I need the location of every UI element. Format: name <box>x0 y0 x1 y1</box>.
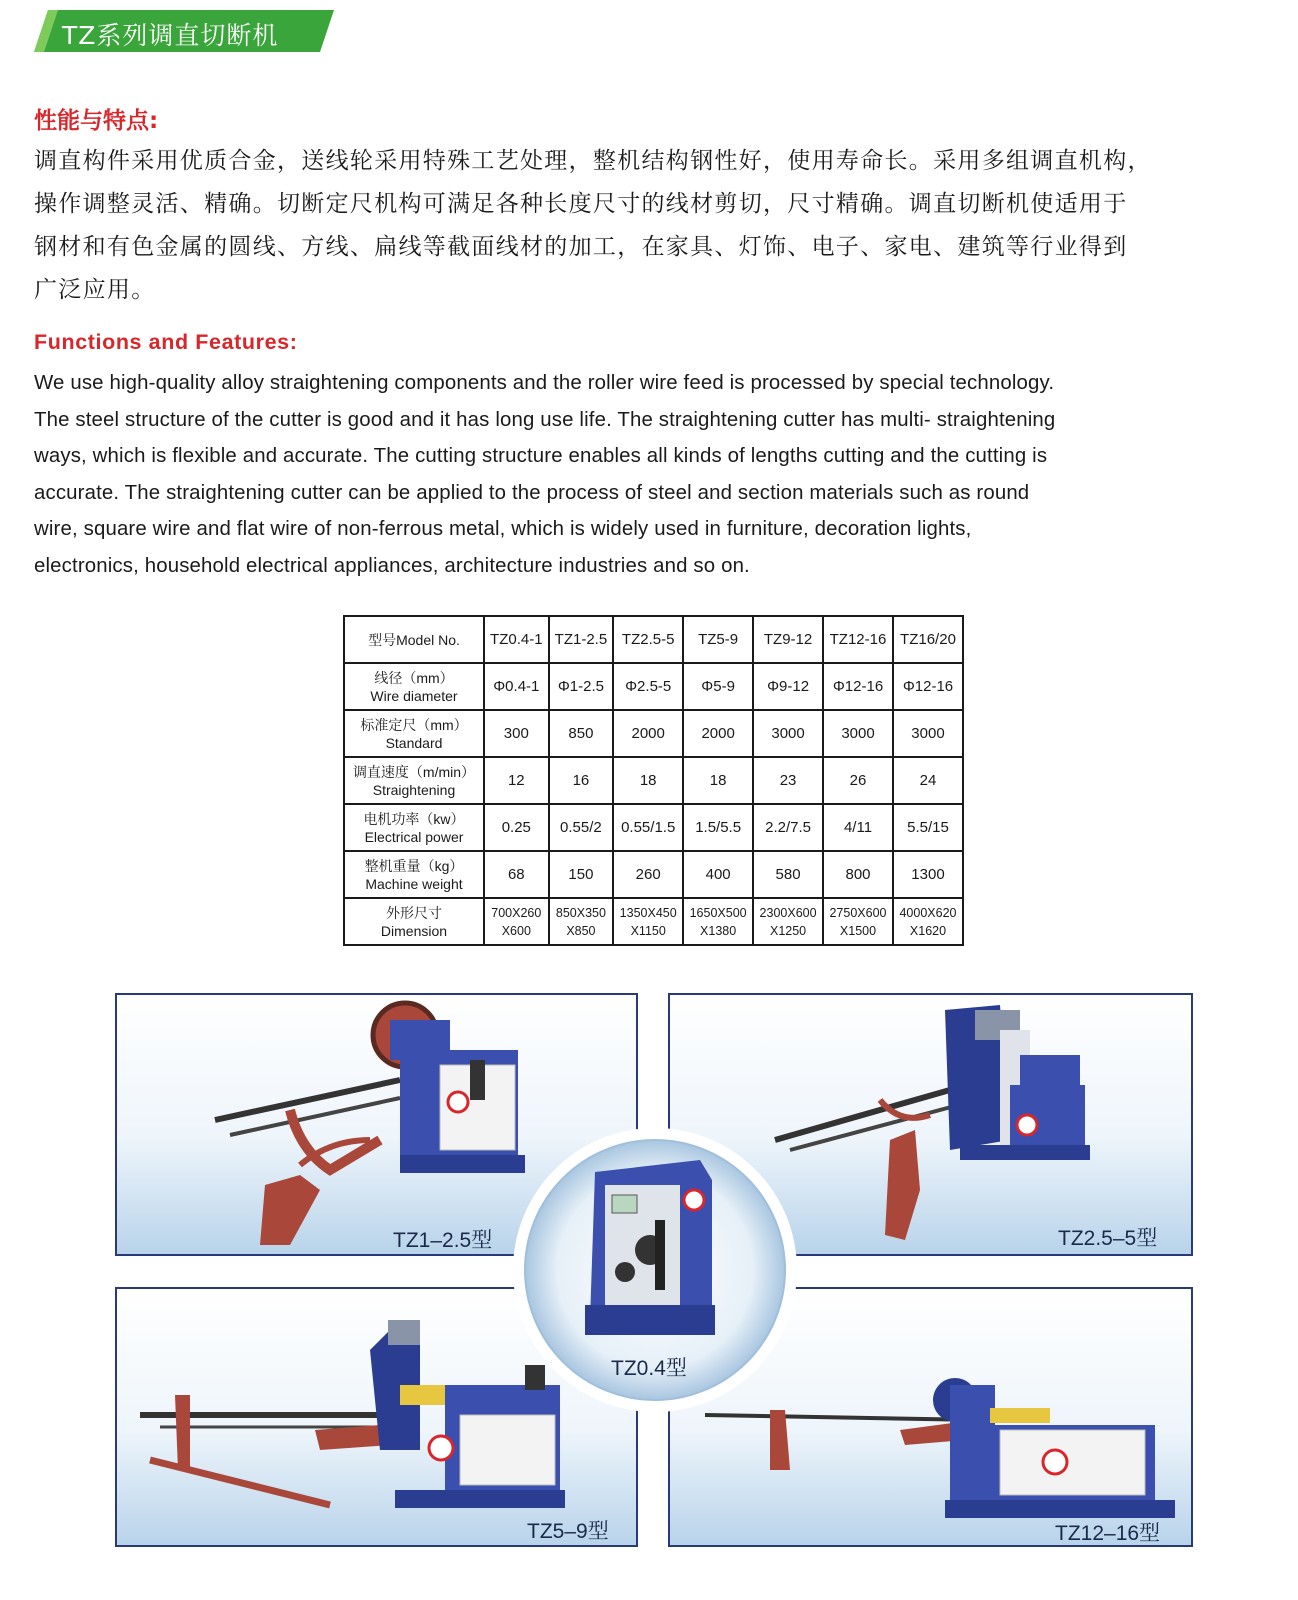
spec-cell: 18 <box>613 757 683 804</box>
spec-cell: 24 <box>893 757 963 804</box>
row-label: 线径（mm） Wire diameter <box>344 663 484 710</box>
model-cell: TZ1-2.5 <box>549 616 614 663</box>
spec-cell: 850X350 X850 <box>549 898 614 945</box>
spec-cell: 68 <box>484 851 549 898</box>
cn-features-body <box>34 140 1274 312</box>
caption-tz2-5-5: TZ2.5–5型 <box>1058 1227 1158 1250</box>
row-label: 整机重量（kg） Machine weight <box>344 851 484 898</box>
cn-line: 操作调整灵活、精确。切断定尺机构可满足各种长度尺寸的线材剪切，尺寸精确。调直切断机使适用于 <box>34 191 1128 217</box>
spec-cell: Φ12-16 <box>823 663 893 710</box>
caption-tz1-2-5: TZ1–2.5型 <box>393 1229 493 1252</box>
row-label: 调直速度（m/min） Straightening <box>344 757 484 804</box>
spec-cell: 2300X600 X1250 <box>753 898 823 945</box>
spec-cell: 1300 <box>893 851 963 898</box>
spec-cell: 2000 <box>613 710 683 757</box>
model-cell: TZ2.5-5 <box>613 616 683 663</box>
cn-line: 广泛应用。 <box>34 277 156 303</box>
spec-cell: 400 <box>683 851 753 898</box>
model-cell: TZ12-16 <box>823 616 893 663</box>
spec-cell: 0.55/1.5 <box>613 804 683 851</box>
en-line: ways, which is flexible and accurate. The cutting structure enables all kinds of lengths cutting and the cutting is <box>34 445 1048 468</box>
spec-cell: Φ5-9 <box>683 663 753 710</box>
collage-drawing <box>0 990 1298 1600</box>
spec-cell: 16 <box>549 757 614 804</box>
spec-cell: 300 <box>484 710 549 757</box>
spec-cell: 26 <box>823 757 893 804</box>
spec-row-dimension <box>344 898 963 945</box>
title-banner <box>34 10 334 52</box>
cn-line: 钢材和有色金属的圆线、方线、扁线等截面线材的加工，在家具、灯饰、电子、家电、建筑等行业得到 <box>34 234 1128 260</box>
spec-cell: 12 <box>484 757 549 804</box>
spec-cell: 800 <box>823 851 893 898</box>
spec-table <box>343 615 964 946</box>
spec-header-row <box>344 616 963 663</box>
spec-row-wire-diameter <box>344 663 963 710</box>
spec-cell: Φ12-16 <box>893 663 963 710</box>
spec-cell: 18 <box>683 757 753 804</box>
spec-cell: 3000 <box>753 710 823 757</box>
spec-cell: 2750X600 X1500 <box>823 898 893 945</box>
spec-cell: 3000 <box>823 710 893 757</box>
en-line: accurate. The straightening cutter can be applied to the process of steel and section materials such as round <box>34 481 1030 504</box>
spec-row-standard <box>344 710 963 757</box>
caption-tz12-16: TZ12–16型 <box>1055 1522 1161 1545</box>
machine-tz0-4-image <box>585 1160 715 1335</box>
spec-cell: 5.5/15 <box>893 804 963 851</box>
spec-row-straightening <box>344 757 963 804</box>
cn-features-heading: 性能与特点: <box>34 108 159 134</box>
model-cell: TZ0.4-1 <box>484 616 549 663</box>
spec-cell: Φ2.5-5 <box>613 663 683 710</box>
en-features-heading: Functions and Features: <box>34 330 298 354</box>
spec-cell: 1350X450 X1150 <box>613 898 683 945</box>
spec-row-electrical-power <box>344 804 963 851</box>
spec-cell: Φ0.4-1 <box>484 663 549 710</box>
row-label: 标准定尺（mm） Standard <box>344 710 484 757</box>
spec-cell: 4000X620 X1620 <box>893 898 963 945</box>
spec-cell: 2000 <box>683 710 753 757</box>
spec-cell: 150 <box>549 851 614 898</box>
en-line: The steel structure of the cutter is good and it has long use life. The straightening cutter has multi- straightening <box>34 408 1056 431</box>
model-cell: TZ16/20 <box>893 616 963 663</box>
spec-cell: 260 <box>613 851 683 898</box>
row-label: 电机功率（kw） Electrical power <box>344 804 484 851</box>
spec-cell: Φ1-2.5 <box>549 663 614 710</box>
spec-cell: 580 <box>753 851 823 898</box>
en-line: We use high-quality alloy straightening components and the roller wire feed is processed by special technology. <box>34 372 1055 394</box>
spec-cell: 3000 <box>893 710 963 757</box>
spec-cell: 1650X500 X1380 <box>683 898 753 945</box>
model-cell: TZ5-9 <box>683 616 753 663</box>
spec-cell: 850 <box>549 710 614 757</box>
row-label: 外形尺寸 Dimension <box>344 898 484 945</box>
spec-cell: 4/11 <box>823 804 893 851</box>
spec-cell: Φ9-12 <box>753 663 823 710</box>
model-cell: TZ9-12 <box>753 616 823 663</box>
spec-cell: 23 <box>753 757 823 804</box>
spec-cell: 0.55/2 <box>549 804 614 851</box>
spec-cell: 2.2/7.5 <box>753 804 823 851</box>
model-label: 型号Model No. <box>344 616 484 663</box>
en-features-body <box>34 365 1282 585</box>
caption-tz0-4: TZ0.4型 <box>611 1357 687 1380</box>
spec-row-machine-weight <box>344 851 963 898</box>
spec-cell: 700X260 X600 <box>484 898 549 945</box>
cn-line: 调直构件采用优质合金，送线轮采用特殊工艺处理，整机结构钢性好，使用寿命长。采用多组调直机构， <box>34 148 1152 174</box>
en-line: electronics, household electrical appliances, architecture industries and so on. <box>34 554 750 577</box>
spec-cell: 1.5/5.5 <box>683 804 753 851</box>
spec-cell: 0.25 <box>484 804 549 851</box>
caption-tz5-9: TZ5–9型 <box>527 1520 609 1543</box>
product-photo-collage <box>0 990 1298 1600</box>
banner-title: TZ系列调直切断机 <box>62 21 279 50</box>
en-line: wire, square wire and flat wire of non-ferrous metal, which is widely used in furniture, decoration lights, <box>34 518 972 541</box>
